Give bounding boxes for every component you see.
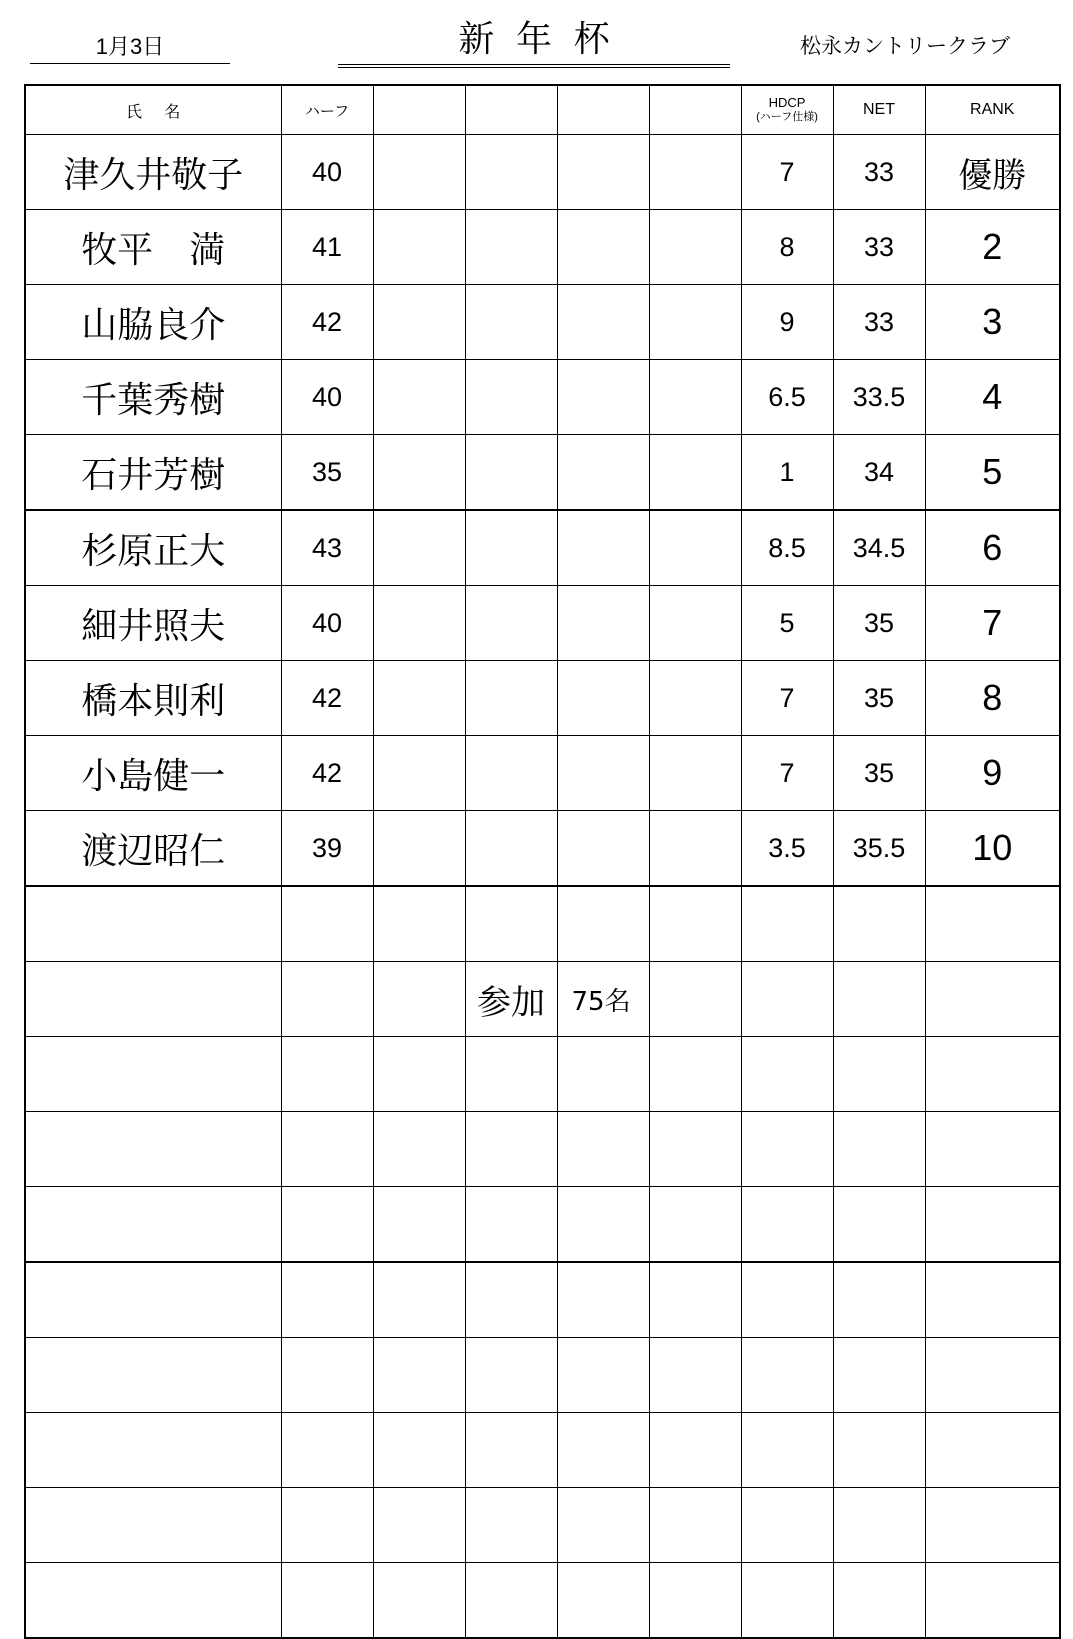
blank-cell (465, 360, 557, 435)
blank-cell (649, 1413, 741, 1488)
blank-cell (281, 962, 373, 1037)
net-score: 33 (833, 285, 925, 360)
blank-cell (557, 1037, 649, 1112)
blank-cell (649, 886, 741, 962)
blank-cell (281, 1187, 373, 1263)
blank-cell (833, 886, 925, 962)
net-score: 34.5 (833, 510, 925, 586)
hdcp-value: 8 (741, 210, 833, 285)
header-row (25, 85, 1060, 135)
blank-cell (25, 1563, 281, 1639)
blank-cell (465, 1037, 557, 1112)
player-name: 千葉秀樹 (25, 360, 281, 435)
blank-cell (373, 661, 465, 736)
blank-cell (557, 1112, 649, 1187)
hdcp-label: HDCP (768, 95, 806, 110)
net-score: 33 (833, 135, 925, 210)
col-header-blank (373, 85, 465, 135)
blank-cell (557, 736, 649, 811)
blank-cell (557, 285, 649, 360)
blank-cell (557, 661, 649, 736)
blank-cell (833, 1187, 925, 1263)
blank-cell (465, 1488, 557, 1563)
blank-cell (557, 1413, 649, 1488)
hdcp-value: 1 (741, 435, 833, 511)
table-row (25, 962, 1060, 1037)
blank-cell (373, 586, 465, 661)
table-row (25, 661, 1060, 736)
net-score: 34 (833, 435, 925, 511)
blank-cell (281, 1262, 373, 1338)
blank-cell (25, 1338, 281, 1413)
blank-cell (373, 1488, 465, 1563)
blank-cell (925, 1187, 1060, 1263)
table-row (25, 1563, 1060, 1639)
blank-cell (557, 1262, 649, 1338)
blank-cell (465, 435, 557, 511)
col-header-blank (465, 85, 557, 135)
blank-cell (281, 1037, 373, 1112)
table-row (25, 1262, 1060, 1338)
blank-cell (373, 811, 465, 887)
blank-cell (557, 586, 649, 661)
blank-cell (373, 1413, 465, 1488)
table-row (25, 736, 1060, 811)
blank-cell (465, 736, 557, 811)
blank-cell (649, 1563, 741, 1639)
blank-cell (25, 1413, 281, 1488)
half-score: 40 (281, 586, 373, 661)
blank-cell (833, 1338, 925, 1413)
blank-cell (557, 1338, 649, 1413)
blank-cell (25, 886, 281, 962)
blank-cell (741, 1563, 833, 1639)
blank-cell (649, 736, 741, 811)
blank-cell (465, 886, 557, 962)
blank-cell (465, 135, 557, 210)
half-score: 43 (281, 510, 373, 586)
blank-cell (373, 360, 465, 435)
hdcp-value: 6.5 (741, 360, 833, 435)
blank-cell (649, 210, 741, 285)
col-header-half: ハーフ (281, 85, 373, 135)
blank-cell (649, 435, 741, 511)
blank-cell (557, 510, 649, 586)
player-name: 渡辺昭仁 (25, 811, 281, 887)
blank-cell (465, 1413, 557, 1488)
table-row (25, 510, 1060, 586)
blank-cell (373, 1112, 465, 1187)
hdcp-note: (ハーフ仕様) (756, 111, 818, 123)
player-name: 橋本則利 (25, 661, 281, 736)
blank-cell (649, 285, 741, 360)
page-title: 新年杯 (338, 18, 730, 68)
blank-cell (925, 1338, 1060, 1413)
blank-cell (649, 1187, 741, 1263)
blank-cell (373, 1338, 465, 1413)
blank-cell (281, 1112, 373, 1187)
blank-cell (373, 1187, 465, 1263)
blank-cell (465, 1338, 557, 1413)
blank-cell (649, 360, 741, 435)
blank-cell (649, 135, 741, 210)
net-score: 35.5 (833, 811, 925, 887)
rank-value: 7 (925, 586, 1060, 661)
blank-cell (649, 510, 741, 586)
blank-cell (465, 285, 557, 360)
hdcp-value: 7 (741, 736, 833, 811)
blank-cell (281, 886, 373, 962)
blank-cell (465, 510, 557, 586)
blank-cell (833, 1413, 925, 1488)
blank-cell (25, 1262, 281, 1338)
blank-cell (649, 1338, 741, 1413)
blank-cell (465, 811, 557, 887)
rank-value: 優勝 (925, 135, 1060, 210)
blank-cell (649, 962, 741, 1037)
blank-cell (25, 1037, 281, 1112)
blank-cell (925, 1413, 1060, 1488)
blank-cell (925, 1488, 1060, 1563)
blank-cell (373, 135, 465, 210)
table-row (25, 360, 1060, 435)
net-score: 35 (833, 586, 925, 661)
blank-cell (557, 1488, 649, 1563)
blank-cell (373, 435, 465, 511)
table-row (25, 1037, 1060, 1112)
blank-cell (925, 1563, 1060, 1639)
blank-cell (741, 1187, 833, 1263)
blank-cell (925, 962, 1060, 1037)
half-score: 40 (281, 135, 373, 210)
net-score: 33 (833, 210, 925, 285)
col-header-blank (649, 85, 741, 135)
player-name: 津久井敬子 (25, 135, 281, 210)
blank-cell (465, 661, 557, 736)
participants-count: 75名 (557, 962, 649, 1037)
participants-label: 参加 (465, 962, 557, 1037)
col-header-hdcp (741, 85, 833, 135)
hdcp-value: 5 (741, 586, 833, 661)
half-score: 42 (281, 736, 373, 811)
blank-cell (25, 1488, 281, 1563)
half-score: 42 (281, 285, 373, 360)
blank-cell (373, 1563, 465, 1639)
blank-cell (925, 1262, 1060, 1338)
club-name: 松永カントリークラブ (800, 34, 1010, 58)
table-row (25, 1413, 1060, 1488)
table-row (25, 586, 1060, 661)
blank-cell (833, 1037, 925, 1112)
half-score: 41 (281, 210, 373, 285)
rank-value: 10 (925, 811, 1060, 887)
blank-cell (649, 586, 741, 661)
blank-cell (833, 1262, 925, 1338)
hdcp-value: 8.5 (741, 510, 833, 586)
blank-cell (281, 1338, 373, 1413)
net-score: 35 (833, 736, 925, 811)
blank-cell (741, 1413, 833, 1488)
blank-cell (741, 1488, 833, 1563)
rank-value: 9 (925, 736, 1060, 811)
rank-value: 5 (925, 435, 1060, 511)
blank-cell (557, 210, 649, 285)
blank-cell (465, 586, 557, 661)
blank-cell (373, 886, 465, 962)
col-header-net: NET (833, 85, 925, 135)
hdcp-value: 9 (741, 285, 833, 360)
blank-cell (373, 1037, 465, 1112)
blank-cell (557, 435, 649, 511)
net-score: 33.5 (833, 360, 925, 435)
table-row (25, 811, 1060, 887)
player-name: 牧平 満 (25, 210, 281, 285)
blank-cell (373, 736, 465, 811)
half-score: 39 (281, 811, 373, 887)
date-label: 1月3日 (30, 30, 230, 64)
blank-cell (833, 962, 925, 1037)
half-score: 42 (281, 661, 373, 736)
blank-cell (649, 811, 741, 887)
blank-cell (25, 962, 281, 1037)
blank-cell (833, 1488, 925, 1563)
blank-cell (741, 1262, 833, 1338)
blank-cell (557, 1187, 649, 1263)
hdcp-value: 3.5 (741, 811, 833, 887)
blank-cell (649, 1112, 741, 1187)
blank-cell (465, 1187, 557, 1263)
half-score: 40 (281, 360, 373, 435)
table-row (25, 1338, 1060, 1413)
blank-cell (925, 886, 1060, 962)
table-row (25, 135, 1060, 210)
rank-value: 6 (925, 510, 1060, 586)
player-name: 山脇良介 (25, 285, 281, 360)
table-row (25, 1112, 1060, 1187)
rank-value: 8 (925, 661, 1060, 736)
col-header-rank: RANK (925, 85, 1060, 135)
half-score: 35 (281, 435, 373, 511)
blank-cell (281, 1488, 373, 1563)
blank-cell (465, 1112, 557, 1187)
blank-cell (741, 1112, 833, 1187)
blank-cell (649, 1488, 741, 1563)
blank-cell (833, 1112, 925, 1187)
blank-cell (281, 1563, 373, 1639)
player-name: 細井照夫 (25, 586, 281, 661)
rank-value: 4 (925, 360, 1060, 435)
player-name: 小島健一 (25, 736, 281, 811)
player-name: 石井芳樹 (25, 435, 281, 511)
blank-cell (649, 1037, 741, 1112)
blank-cell (741, 1037, 833, 1112)
blank-cell (465, 210, 557, 285)
table-row (25, 285, 1060, 360)
blank-cell (557, 811, 649, 887)
blank-cell (465, 1262, 557, 1338)
blank-cell (465, 1563, 557, 1639)
blank-cell (557, 360, 649, 435)
blank-cell (557, 1563, 649, 1639)
blank-cell (373, 285, 465, 360)
blank-cell (741, 962, 833, 1037)
blank-cell (925, 1037, 1060, 1112)
blank-cell (557, 886, 649, 962)
col-header-name: 氏名 (25, 85, 281, 135)
blank-cell (649, 661, 741, 736)
rank-value: 3 (925, 285, 1060, 360)
blank-cell (281, 1413, 373, 1488)
blank-cell (373, 510, 465, 586)
table-row (25, 1187, 1060, 1263)
blank-cell (373, 210, 465, 285)
results-table (24, 84, 1061, 1639)
blank-cell (649, 1262, 741, 1338)
table-row (25, 1488, 1060, 1563)
player-name: 杉原正大 (25, 510, 281, 586)
rank-value: 2 (925, 210, 1060, 285)
table-row (25, 886, 1060, 962)
blank-cell (925, 1112, 1060, 1187)
blank-cell (373, 1262, 465, 1338)
net-score: 35 (833, 661, 925, 736)
blank-cell (25, 1112, 281, 1187)
blank-cell (25, 1187, 281, 1263)
hdcp-value: 7 (741, 661, 833, 736)
table-row (25, 435, 1060, 511)
blank-cell (741, 886, 833, 962)
blank-cell (833, 1563, 925, 1639)
blank-cell (741, 1338, 833, 1413)
col-header-blank (557, 85, 649, 135)
blank-cell (373, 962, 465, 1037)
hdcp-value: 7 (741, 135, 833, 210)
blank-cell (557, 135, 649, 210)
table-row (25, 210, 1060, 285)
